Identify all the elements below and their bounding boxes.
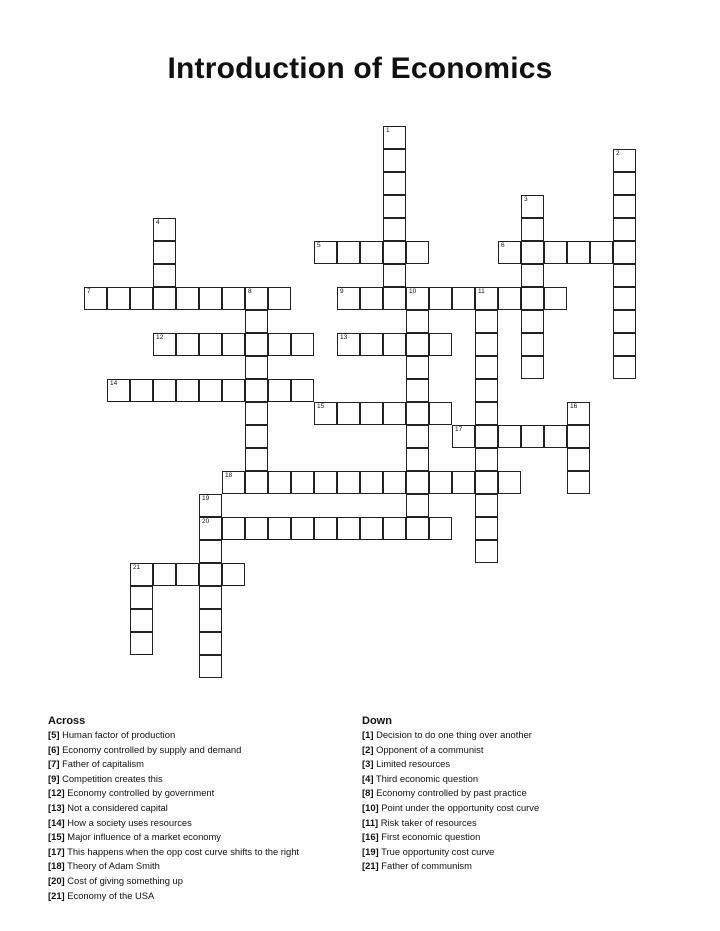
clue-number: 11 [478, 288, 485, 295]
clue-text: Not a considered capital [64, 801, 168, 813]
clue-text: Father of capitalism [59, 758, 144, 770]
grid-cell[interactable] [429, 287, 452, 310]
grid-cell[interactable] [360, 402, 383, 425]
grid-cell[interactable] [406, 379, 429, 402]
grid-cell[interactable] [406, 356, 429, 379]
grid-cell[interactable] [245, 356, 268, 379]
clue-number-label: [5] [48, 729, 60, 740]
grid-cell[interactable] [153, 333, 176, 356]
clue-number: 3 [524, 196, 528, 203]
grid-cell[interactable] [199, 517, 222, 540]
grid-cell[interactable] [521, 333, 544, 356]
across-clue [48, 772, 299, 787]
grid-cell[interactable] [475, 471, 498, 494]
grid-cell[interactable] [383, 402, 406, 425]
grid-cell[interactable] [521, 287, 544, 310]
grid-cell[interactable] [567, 425, 590, 448]
grid-cell[interactable] [268, 333, 291, 356]
grid-cell[interactable] [360, 333, 383, 356]
grid-cell[interactable] [130, 287, 153, 310]
grid-cell[interactable] [383, 195, 406, 218]
grid-cell[interactable] [429, 471, 452, 494]
across-clue [48, 786, 299, 801]
grid-cell[interactable] [291, 333, 314, 356]
clue-number: 6 [501, 242, 505, 249]
grid-cell[interactable] [406, 494, 429, 517]
clue-number: 21 [133, 564, 141, 571]
clue-text: Limited resources [373, 758, 451, 770]
across-clue [48, 859, 299, 874]
grid-cell[interactable] [176, 287, 199, 310]
grid-cell[interactable] [245, 310, 268, 333]
clue-text: Point under the opportunity cost curve [378, 801, 540, 813]
grid-cell[interactable] [199, 586, 222, 609]
clue-number: 7 [87, 288, 91, 295]
grid-cell[interactable] [291, 517, 314, 540]
clue-number: 5 [317, 242, 321, 249]
grid-cell[interactable] [521, 356, 544, 379]
grid-cell[interactable] [567, 241, 590, 264]
grid-cell[interactable] [176, 379, 199, 402]
grid-cell[interactable] [268, 287, 291, 310]
grid-cell[interactable] [176, 333, 199, 356]
clue-number: 19 [202, 495, 210, 502]
grid-cell[interactable] [498, 287, 521, 310]
clue-number: 20 [202, 518, 210, 525]
grid-cell[interactable] [475, 494, 498, 517]
down-clue [362, 728, 539, 743]
grid-cell[interactable] [383, 264, 406, 287]
grid-cell[interactable] [475, 379, 498, 402]
grid-cell[interactable] [314, 402, 337, 425]
down-clue [362, 757, 539, 772]
grid-cell[interactable] [475, 540, 498, 563]
grid-cell[interactable] [153, 379, 176, 402]
clue-number: 9 [340, 288, 344, 295]
grid-cell[interactable] [153, 241, 176, 264]
grid-cell[interactable] [245, 517, 268, 540]
grid-cell[interactable] [291, 471, 314, 494]
grid-cell[interactable] [176, 563, 199, 586]
across-clue [48, 757, 299, 772]
down-clue [362, 845, 539, 860]
grid-cell[interactable] [544, 287, 567, 310]
across-heading: Across [48, 715, 86, 727]
grid-cell[interactable] [222, 379, 245, 402]
grid-cell[interactable] [199, 655, 222, 678]
grid-cell[interactable] [567, 471, 590, 494]
clue-number-label: [14] [48, 816, 65, 828]
grid-cell[interactable] [383, 241, 406, 264]
grid-cell[interactable] [222, 517, 245, 540]
grid-cell[interactable] [590, 241, 613, 264]
clue-number-label: [13] [48, 801, 65, 813]
grid-cell[interactable] [521, 310, 544, 333]
clue-number-label: [15] [48, 831, 65, 843]
clue-number: 14 [110, 380, 118, 387]
across-clues [48, 714, 299, 903]
grid-cell[interactable] [383, 333, 406, 356]
grid-cell[interactable] [360, 287, 383, 310]
grid-cell[interactable] [613, 287, 636, 310]
grid-cell[interactable] [383, 517, 406, 540]
grid-cell[interactable] [107, 379, 130, 402]
grid-cell[interactable] [337, 471, 360, 494]
clue-number-label: [21] [48, 889, 65, 901]
clue-text: Major influence of a market economy [64, 831, 221, 843]
grid-cell[interactable] [452, 287, 475, 310]
grid-cell[interactable] [314, 241, 337, 264]
clue-text: Decision to do one thing over another [373, 729, 532, 740]
grid-cell[interactable] [521, 218, 544, 241]
clue-text: Economy controlled by supply and demand [59, 743, 242, 755]
grid-cell[interactable] [130, 563, 153, 586]
grid-cell[interactable] [498, 425, 521, 448]
grid-cell[interactable] [360, 471, 383, 494]
grid-cell[interactable] [337, 241, 360, 264]
grid-cell[interactable] [199, 333, 222, 356]
grid-cell[interactable] [406, 471, 429, 494]
grid-cell[interactable] [475, 287, 498, 310]
grid-cell[interactable] [245, 379, 268, 402]
clue-number-label: [20] [48, 874, 65, 886]
grid-cell[interactable] [452, 471, 475, 494]
grid-cell[interactable] [613, 172, 636, 195]
grid-cell[interactable] [314, 517, 337, 540]
clue-text: Opponent of a communist [373, 743, 484, 755]
grid-cell[interactable] [245, 425, 268, 448]
clue-number-label: [19] [362, 845, 379, 857]
clue-number: 16 [570, 403, 578, 410]
grid-cell[interactable] [337, 333, 360, 356]
clue-number: 8 [248, 288, 252, 295]
clue-text: Theory of Adam Smith [64, 860, 160, 872]
grid-cell[interactable] [613, 310, 636, 333]
grid-cell[interactable] [406, 448, 429, 471]
grid-cell[interactable] [199, 540, 222, 563]
grid-cell[interactable] [452, 425, 475, 448]
grid-cell[interactable] [245, 448, 268, 471]
clue-number-label: [4] [362, 772, 374, 784]
grid-cell[interactable] [521, 195, 544, 218]
grid-cell[interactable] [613, 356, 636, 379]
across-clue [48, 845, 299, 860]
clue-number-label: [6] [48, 743, 60, 755]
down-clues [362, 714, 539, 874]
clue-number: 10 [409, 288, 417, 295]
grid-cell[interactable] [613, 241, 636, 264]
clue-text: Competition creates this [59, 772, 163, 784]
grid-cell[interactable] [222, 471, 245, 494]
grid-cell[interactable] [383, 471, 406, 494]
across-clue [48, 801, 299, 816]
clue-number: 13 [340, 334, 348, 341]
across-clue [48, 874, 299, 889]
clue-text: This happens when the opp cost curve shifts to the right [64, 845, 300, 857]
clue-number: 12 [156, 334, 164, 341]
grid-cell[interactable] [199, 609, 222, 632]
grid-cell[interactable] [521, 425, 544, 448]
clue-text: Third economic question [373, 772, 479, 784]
grid-cell[interactable] [222, 563, 245, 586]
across-clue [48, 816, 299, 831]
grid-cell[interactable] [406, 333, 429, 356]
grid-cell[interactable] [245, 333, 268, 356]
down-heading: Down [362, 715, 392, 727]
grid-cell[interactable] [383, 149, 406, 172]
grid-cell[interactable] [406, 241, 429, 264]
down-clue [362, 772, 539, 787]
across-clue [48, 743, 299, 758]
grid-cell[interactable] [475, 333, 498, 356]
grid-cell[interactable] [130, 632, 153, 655]
grid-cell[interactable] [360, 517, 383, 540]
grid-cell[interactable] [245, 287, 268, 310]
clue-number-label: [11] [362, 816, 379, 828]
clue-text: How a society uses resources [64, 816, 192, 828]
grid-cell[interactable] [337, 287, 360, 310]
clue-number: 1 [386, 127, 390, 134]
grid-cell[interactable] [613, 264, 636, 287]
grid-cell[interactable] [130, 609, 153, 632]
grid-cell[interactable] [521, 264, 544, 287]
clue-text: Economy controlled by government [64, 787, 215, 799]
clue-number: 15 [317, 403, 325, 410]
grid-cell[interactable] [383, 218, 406, 241]
clue-text: Risk taker of resources [378, 816, 477, 828]
grid-cell[interactable] [613, 195, 636, 218]
grid-cell[interactable] [475, 517, 498, 540]
clue-number-label: [18] [48, 860, 65, 872]
down-clue [362, 801, 539, 816]
grid-cell[interactable] [613, 149, 636, 172]
down-clue [362, 830, 539, 845]
clue-text: Economy controlled by past practice [373, 787, 527, 799]
clue-number-label: [1] [362, 729, 374, 740]
clue-number-label: [9] [48, 772, 60, 784]
clue-number-label: [8] [362, 787, 374, 799]
grid-cell[interactable] [337, 517, 360, 540]
clue-number: 18 [225, 472, 233, 479]
grid-cell[interactable] [429, 517, 452, 540]
clue-number-label: [3] [362, 758, 374, 770]
grid-cell[interactable] [153, 218, 176, 241]
grid-cell[interactable] [130, 586, 153, 609]
clue-text: Cost of giving something up [64, 874, 183, 886]
grid-cell[interactable] [153, 287, 176, 310]
grid-cell[interactable] [199, 494, 222, 517]
grid-cell[interactable] [613, 218, 636, 241]
clue-number-label: [12] [48, 787, 65, 799]
grid-cell[interactable] [498, 471, 521, 494]
clue-number-label: [2] [362, 743, 374, 755]
clue-text: Father of communism [378, 860, 472, 872]
grid-cell[interactable] [383, 172, 406, 195]
grid-cell[interactable] [268, 517, 291, 540]
grid-cell[interactable] [429, 333, 452, 356]
clue-text: Economy of the USA [64, 889, 155, 901]
grid-cell[interactable] [406, 425, 429, 448]
grid-cell[interactable] [475, 310, 498, 333]
grid-cell[interactable] [383, 126, 406, 149]
down-clue [362, 859, 539, 874]
grid-cell[interactable] [291, 379, 314, 402]
across-clue [48, 889, 299, 904]
clue-number-label: [7] [48, 758, 60, 770]
grid-cell[interactable] [107, 287, 130, 310]
grid-cell[interactable] [153, 264, 176, 287]
clue-number: 4 [156, 219, 160, 226]
grid-cell[interactable] [245, 471, 268, 494]
grid-cell[interactable] [475, 425, 498, 448]
grid-cell[interactable] [199, 379, 222, 402]
grid-cell[interactable] [337, 402, 360, 425]
grid-cell[interactable] [498, 241, 521, 264]
grid-cell[interactable] [406, 287, 429, 310]
clue-number-label: [16] [362, 831, 379, 843]
across-clue [48, 830, 299, 845]
grid-cell[interactable] [383, 287, 406, 310]
grid-cell[interactable] [406, 310, 429, 333]
grid-cell[interactable] [544, 425, 567, 448]
grid-cell[interactable] [360, 241, 383, 264]
down-clue [362, 816, 539, 831]
grid-cell[interactable] [314, 471, 337, 494]
grid-cell[interactable] [475, 448, 498, 471]
clue-text: Human factor of production [59, 729, 176, 740]
across-clue [48, 728, 299, 743]
grid-cell[interactable] [544, 241, 567, 264]
clue-number-label: [21] [362, 860, 379, 872]
grid-cell[interactable] [268, 379, 291, 402]
grid-cell[interactable] [613, 333, 636, 356]
grid-cell[interactable] [567, 448, 590, 471]
clue-number-label: [10] [362, 801, 379, 813]
grid-cell[interactable] [153, 563, 176, 586]
grid-cell[interactable] [406, 402, 429, 425]
down-clue [362, 743, 539, 758]
clue-number: 17 [455, 426, 463, 433]
clue-text: First economic question [378, 831, 481, 843]
grid-cell[interactable] [475, 402, 498, 425]
grid-cell[interactable] [199, 563, 222, 586]
grid-cell[interactable] [521, 241, 544, 264]
grid-cell[interactable] [199, 632, 222, 655]
grid-cell[interactable] [199, 287, 222, 310]
clue-number-label: [17] [48, 845, 65, 857]
grid-cell[interactable] [268, 471, 291, 494]
grid-cell[interactable] [475, 356, 498, 379]
page-title: Introduction of Economics [167, 52, 553, 85]
grid-cell[interactable] [567, 402, 590, 425]
grid-cell[interactable] [406, 517, 429, 540]
clue-number: 2 [616, 150, 620, 157]
grid-cell[interactable] [222, 287, 245, 310]
grid-cell[interactable] [245, 402, 268, 425]
grid-cell[interactable] [222, 333, 245, 356]
grid-cell[interactable] [429, 402, 452, 425]
down-clue [362, 786, 539, 801]
grid-cell[interactable] [130, 379, 153, 402]
clue-text: True opportunity cost curve [378, 845, 495, 857]
grid-cell[interactable] [84, 287, 107, 310]
